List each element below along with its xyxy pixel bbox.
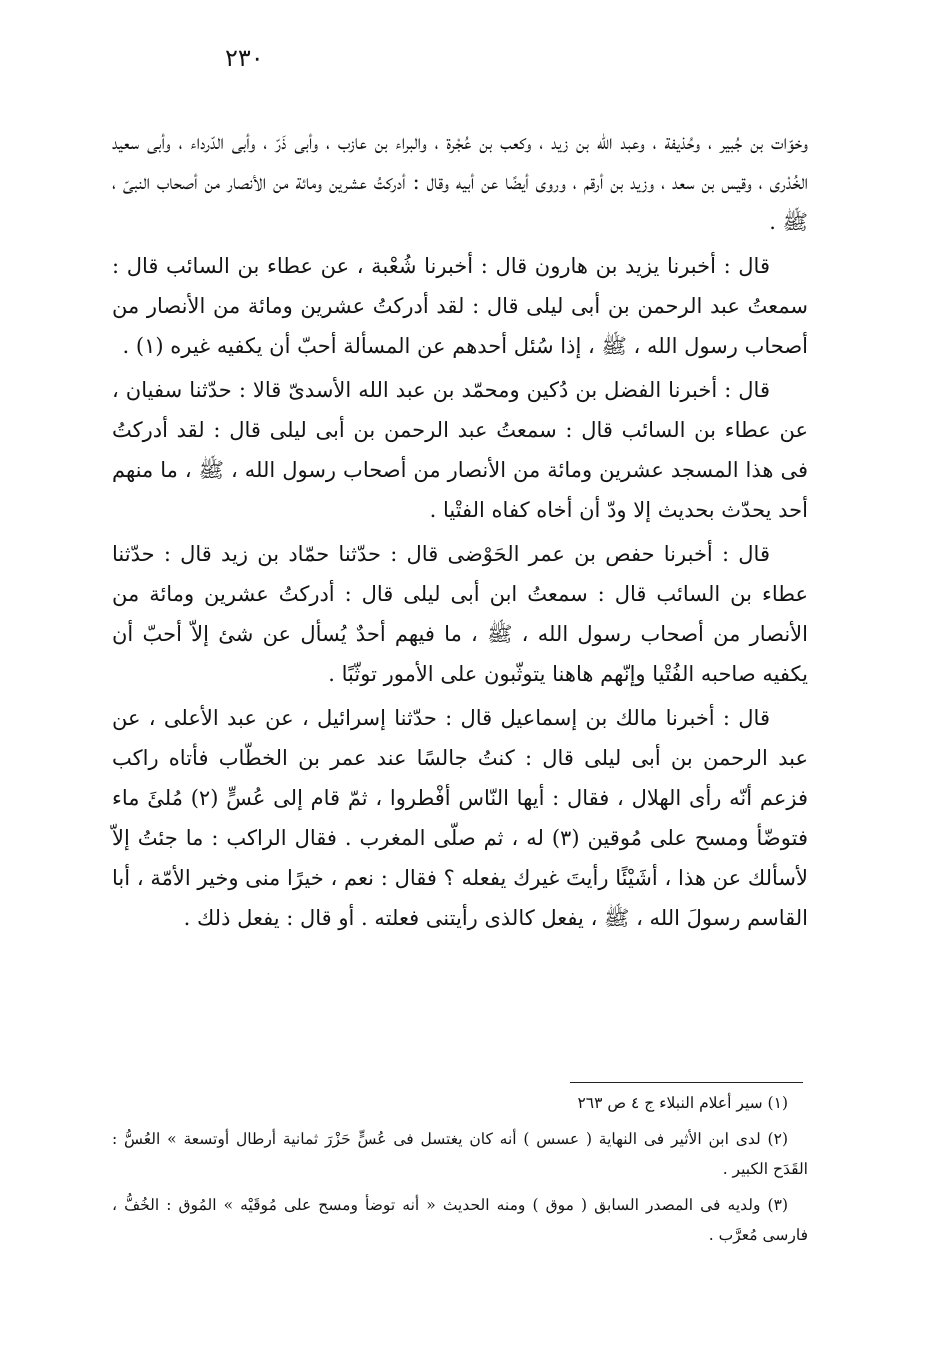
page-number: ٢٣٠: [225, 44, 264, 72]
paragraph-5: قال : أخبرنا مالك بن إسماعيل قال : حدّثنا إسرائيل ، عن عبد الأعلى ، عن عبد الرحمن بن أبى ليلى قال : كنتُ جالسًا عند عمر بن الخطّاب فأتاه راكب فزعم أنّه رأى الهلال ، فقال : أيها النّاس أفْطروا ، ثمّ قام إلى عُسٍّ (٢) مُلئَ ماء فتوضّأ ومسح على مُوقين (٣) له ، ثم صلّى المغرب . فقال الراكب : ما جئتُ إلاّ لأسألك عن هذا ، أشَيْئًا رأيتَ غيرك يفعله ؟ فقال : نعم ، خيرًا منى وخير الأمّة ، أبا القاسم رسولَ الله ، ﷺ ، يفعل كالذى رأيتنى فعلته . أو قال : يفعل ذلك .: [112, 706, 808, 930]
paragraph-4: قال : أخبرنا حفص بن عمر الحَوْضى قال : حدّثنا حمّاد بن زيد قال : حدّثنا عطاء بن السائب قال : سمعتُ ابن أبى ليلى قال : أدركتُ عشرين ومائة من الأنصار من أصحاب رسول الله ، ﷺ ، ما فيهم أحدٌ يُسأل عن شئ إلاّ أحبّ أن يكفيه صاحبه الفُتْيا وإنّهم هاهنا يتوثّبون على الأمور توثّبًا .: [112, 542, 808, 686]
paragraph-3: قال : أخبرنا الفضل بن دُكين ومحمّد بن عبد الله الأسدىّ قالا : حدّثنا سفيان ، عن عطاء بن السائب قال : سمعتُ عبد الرحمن بن أبى ليلى قال : لقد أدركتُ فى هذا المسجد عشرين ومائة من الأنصار من أصحاب رسول الله ، ﷺ ، ما منهم أحد يحدّث بحديث إلا ودّ أن أخاه كفاه الفتْيا .: [112, 378, 808, 522]
main-text: [112, 122, 808, 942]
footnote-3: (٣) ولديه فى المصدر السابق ( موق ) ومنه الحديث « أنه توضأ ومسح على مُوقَيْه » المُوق : الخُفُّ ، فارسى مُعرَّب .: [112, 1196, 808, 1244]
paragraph-2: قال : أخبرنا يزيد بن هارون قال : أخبرنا شُعْبة ، عن عطاء بن السائب قال : سمعتُ عبد الرحمن بن أبى ليلى قال : لقد أدركتُ عشرين ومائة من الأنصار من أصحاب رسول الله ، ﷺ ، إذا سُئل أحدهم عن المسألة أحبّ أن يكفيه غيره (١) .: [112, 254, 809, 358]
footnote-separator: [570, 1082, 803, 1083]
footnote-2: (٢) لدى ابن الأثير فى النهاية ( عسس ) أنه كان يغتسل فى عُسٍّ حَزْرَ ثمانية أرطال أوتسعة » العُسُّ : القَدَح الكبير .: [112, 1130, 808, 1178]
paragraph-1: وخوّات بن جُبير ، وحُذيفة ، وعبد الله بن زيد ، وكعب بن عُجْرة ، والبراء بن عازب ، وأبى ذَرّ ، وأبى الدّرداء ، وأبى سعيد الخُدْرى ، وقيس بن سعد ، وزيد بن أرقم ، وروى أيضًا عن أبيه وقال : أدركتُ عشرين ومائة من الأنصار من أصحاب النبىّ ، ﷺ .: [112, 130, 809, 234]
footnotes: [112, 1088, 808, 1256]
footnote-1: (١) سير أعلام النبلاء ج ٤ ص ٢٦٣: [577, 1094, 788, 1112]
